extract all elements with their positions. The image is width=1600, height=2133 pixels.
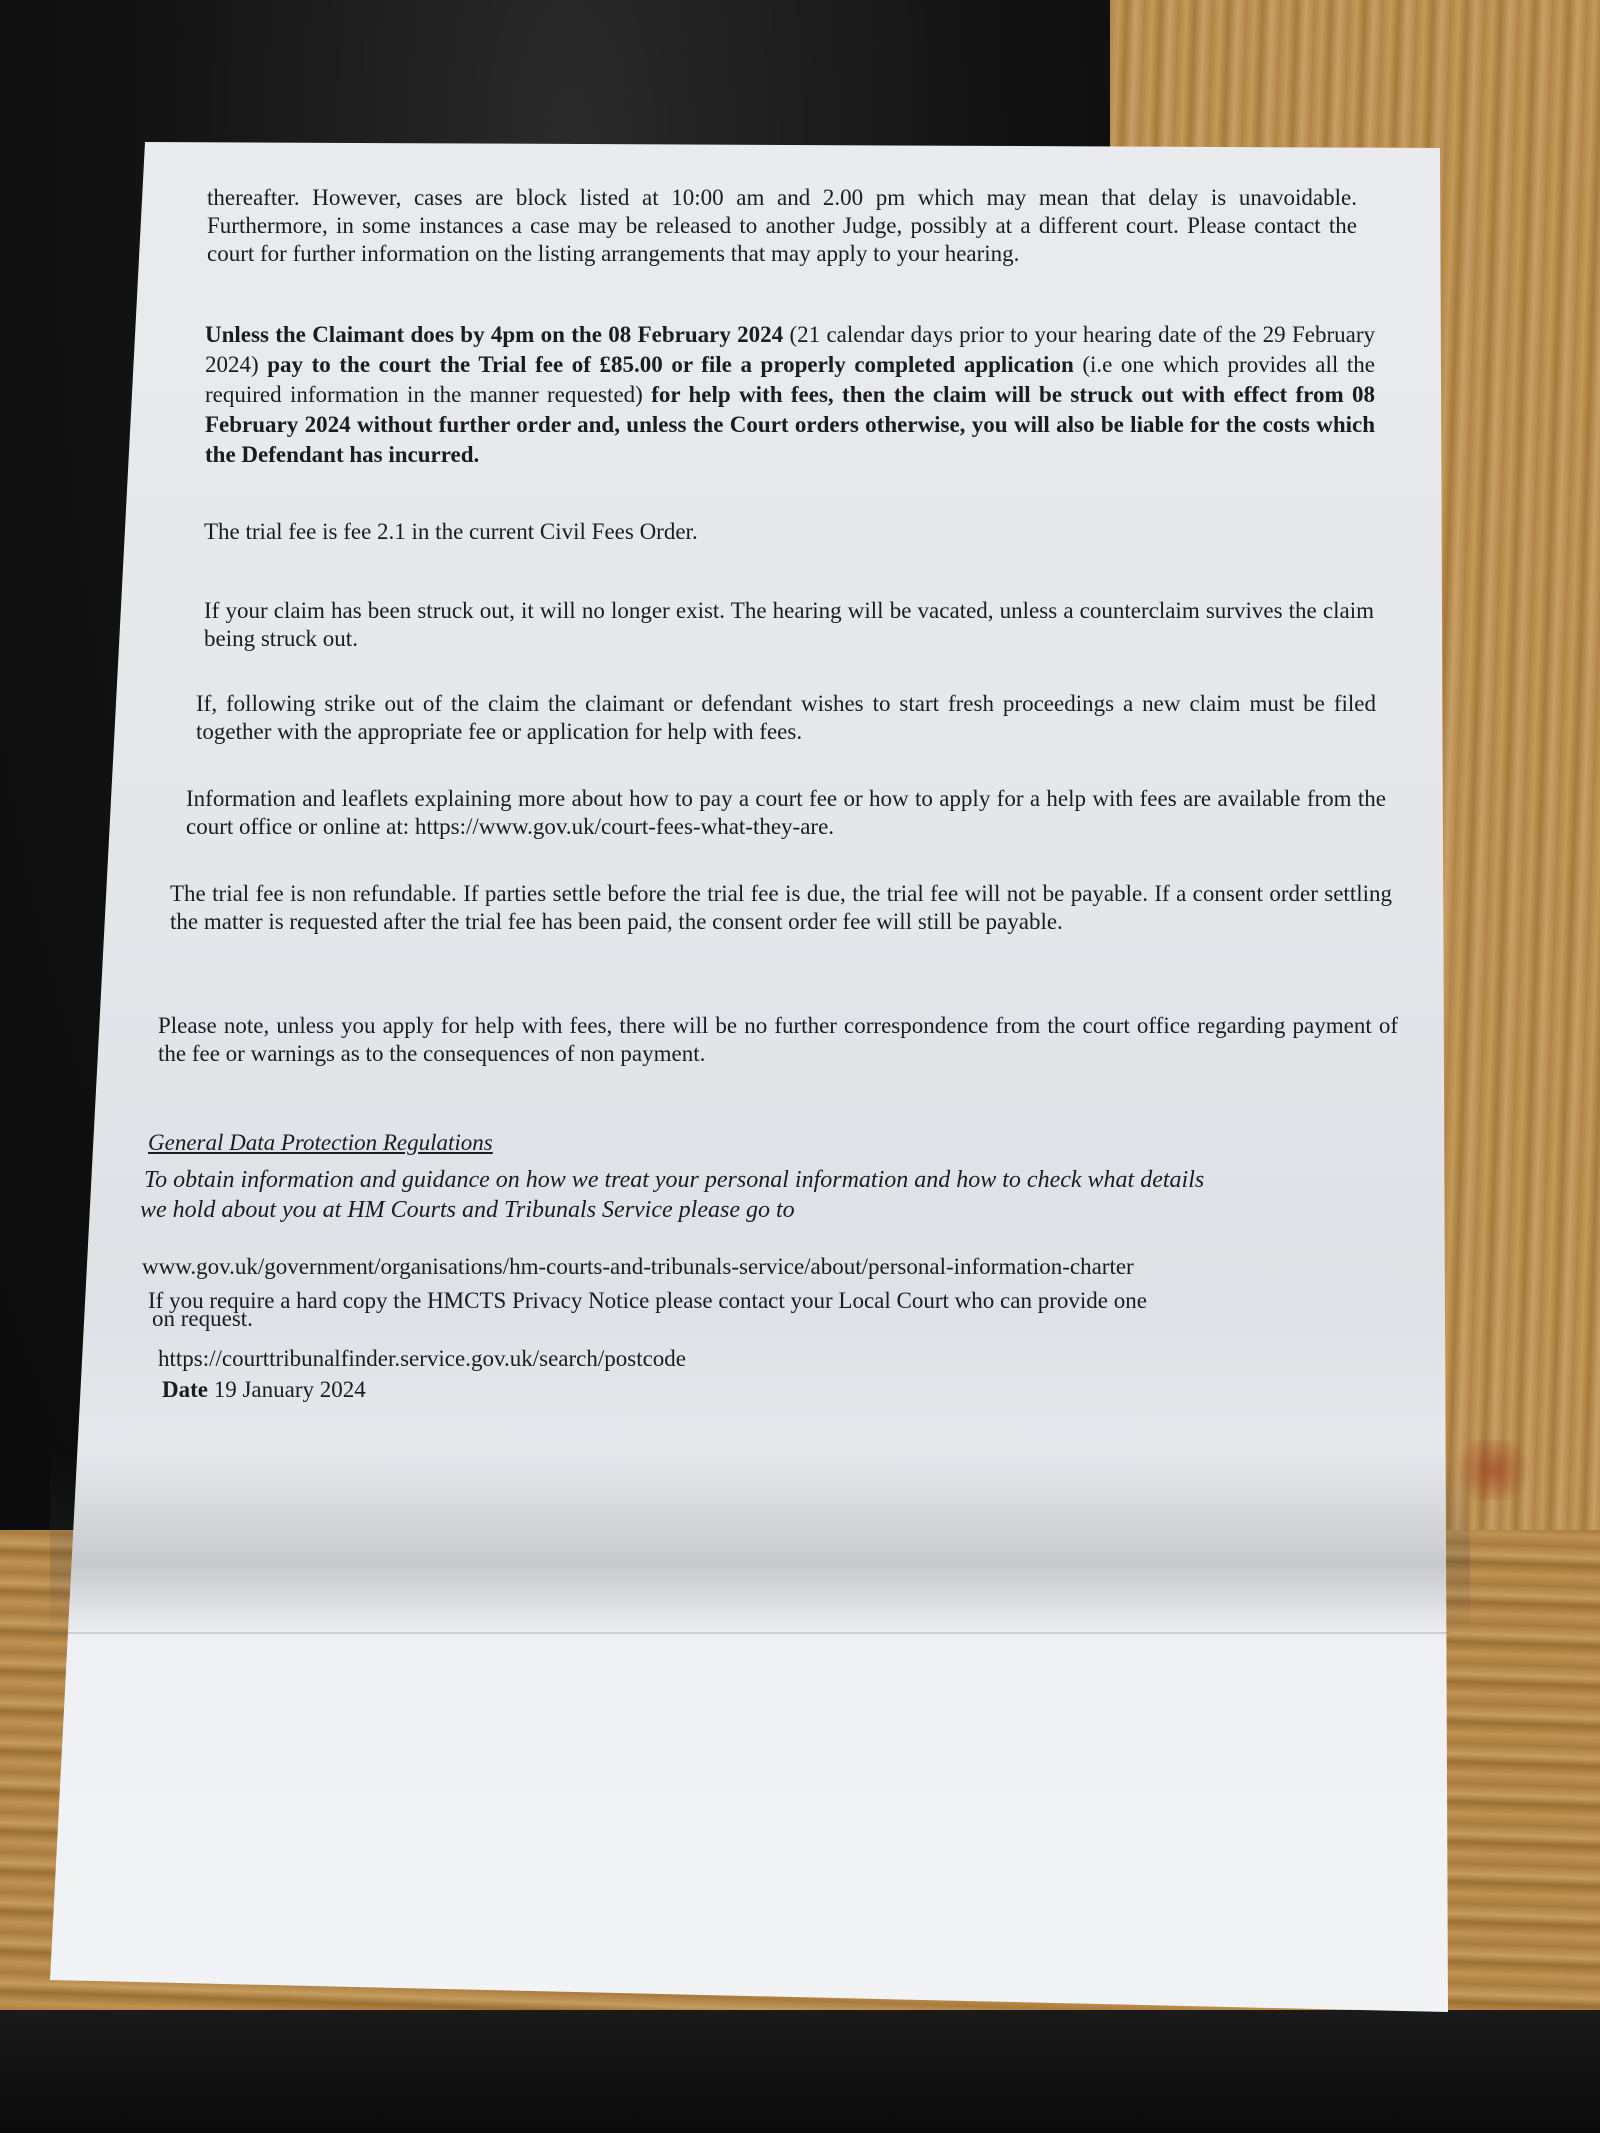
- paragraph-trial-fee-deadline: [205, 320, 1375, 470]
- date-value: 19 January 2024: [213, 1377, 366, 1402]
- paragraph-non-refundable: The trial fee is non refundable. If parties settle before the trial fee is due, the trial fee will not be payable. If a consent order settling the matter is requested after the trial fee has been paid, the consent order fee will still be payable.: [170, 881, 1392, 934]
- privacy-notice-line-1: If you require a hard copy the HMCTS Privacy Notice please contact your Local Court who can provide one: [148, 1288, 1147, 1313]
- court-tribunal-finder-url: https://courttribunalfinder.service.gov.uk/search/postcode: [158, 1346, 687, 1371]
- letter-date: [162, 1375, 366, 1404]
- paragraph-leaflets: Information and leaflets explaining more about how to pay a court fee or how to apply for a help with fees are available from the court office or online at: https://www.gov.uk/court-fees-what-they-are.: [186, 786, 1386, 839]
- paragraph-fee-order: The trial fee is fee 2.1 in the current Civil Fees Order.: [204, 519, 698, 544]
- paragraph-fresh-proceedings: If, following strike out of the claim the claimant or defendant wishes to start fresh proceedings a new claim must be filed together with the appropriate fee or application for help with fees.: [196, 691, 1376, 744]
- fee-deadline-text-4: (i.e one which provides all the required information in the manner requested): [205, 352, 1375, 407]
- fee-deadline-bold-5: for help with fees, then the claim will be struck out with effect from 08 February 2024 without further order and, unless the Court orders otherwise, you will also be liable for the costs which the Defendant has incurred.: [205, 382, 1376, 467]
- background-dark-floor: [0, 2010, 1600, 2133]
- paragraph-listing: thereafter. However, cases are block listed at 10:00 am and 2.00 pm which may mean that delay is unavoidable. Furthermore, in some instances a case may be released to another Judge, possibly at a different court. Please contact the court for further information on the listing arrangements that may apply to your hearing.: [207, 185, 1357, 266]
- gdpr-heading: General Data Protection Regulations: [148, 1130, 493, 1155]
- gdpr-line-2: we hold about you at HM Courts and Tribunals Service please go to: [140, 1197, 795, 1223]
- fee-deadline-text-2: (21 calendar days prior to your hearing date of the 29 February 2024): [205, 322, 1375, 377]
- date-label: Date: [162, 1377, 208, 1402]
- paragraph-struck-out: If your claim has been struck out, it will no longer exist. The hearing will be vacated, unless a counterclaim survives the claim being struck out.: [204, 598, 1374, 651]
- table-stain: [1448, 1440, 1538, 1500]
- privacy-notice-line-2: on request.: [152, 1306, 253, 1331]
- gdpr-line-1: To obtain information and guidance on how we treat your personal information and how to check what details: [144, 1167, 1205, 1193]
- paper-fold-line: [50, 1632, 1450, 1634]
- fee-deadline-bold-3: pay to the court the Trial fee of £85.00 or file a properly completed application: [267, 352, 1074, 377]
- personal-information-charter-url: www.gov.uk/government/organisations/hm-courts-and-tribunals-service/about/personal-information-charter: [142, 1254, 1134, 1279]
- fee-deadline-bold-1: Unless the Claimant does by 4pm on the 08 February 2024: [205, 322, 784, 347]
- paragraph-please-note: Please note, unless you apply for help with fees, there will be no further correspondence from the court office regarding payment of the fee or warnings as to the consequences of non payment.: [158, 1013, 1398, 1066]
